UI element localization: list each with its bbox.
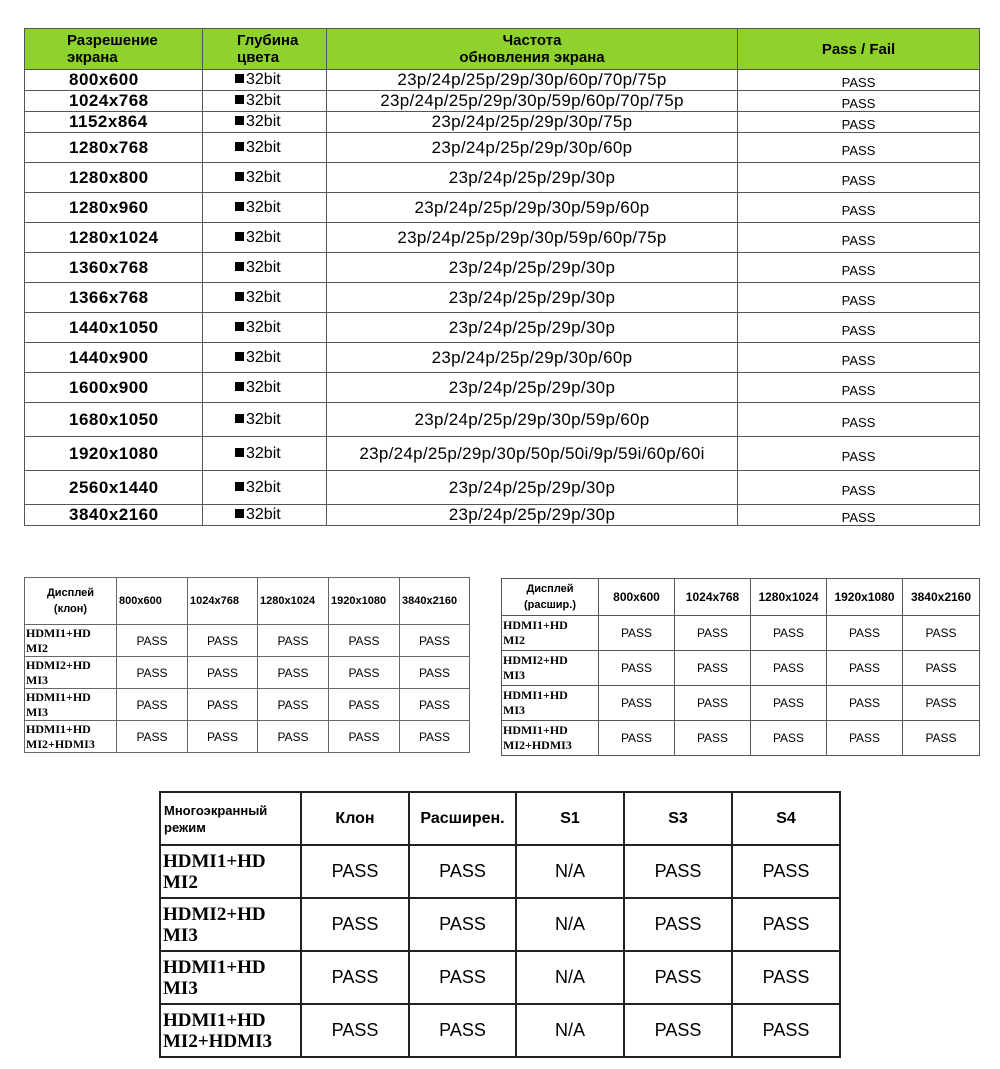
row-label-line: MI2 [163,871,198,893]
column-header: 1280x1024 [751,579,827,616]
color-depth-value: 32bit [246,228,281,246]
pass-fail-result: PASS [738,471,980,505]
multiscreen-table-row [160,951,840,1004]
result-cell: PASS [599,651,675,686]
result-cell: PASS [258,721,329,753]
square-bullet-icon [235,292,244,301]
result-cell: PASS [188,657,258,689]
column-header: S3 [624,792,732,845]
color-depth-cell [203,343,327,373]
color-depth-cell [203,223,327,253]
row-label-line: MI3 [26,672,48,687]
square-bullet-icon [235,232,244,241]
resolution-value: 1440x900 [25,343,203,373]
result-cell: PASS [258,689,329,721]
corner-label-line: Дисплей [46,587,95,599]
row-label-line: HDMI1+HD [163,956,266,978]
color-depth-cell [203,283,327,313]
corner-label-line: Многоэкранный [164,802,268,818]
result-cell: PASS [675,686,751,721]
resolution-row [25,193,980,223]
color-depth-value: 32bit [246,444,281,462]
multiscreen-table-row [160,845,840,898]
row-label [160,951,301,1004]
resolution-value: 1360x768 [25,253,203,283]
row-label-line: MI2+HDMI3 [163,1030,272,1052]
column-header: 3840x2160 [903,579,980,616]
resolution-value: 3840x2160 [25,505,203,526]
result-cell: PASS [258,625,329,657]
resolution-value: 1152x864 [25,112,203,133]
result-cell: PASS [117,689,188,721]
result-cell: PASS [751,616,827,651]
color-depth-value: 32bit [246,478,281,496]
corner-label-line: Дисплей [526,583,574,595]
clone-table-body [25,578,470,753]
extended-table-row [502,651,980,686]
result-cell: PASS [409,951,516,1004]
color-depth-cell [203,253,327,283]
header-refresh [327,29,738,70]
column-header: 3840x2160 [400,578,470,625]
multiscreen-table-row [160,1004,840,1057]
color-depth-value: 32bit [246,348,281,366]
result-cell: PASS [624,951,732,1004]
pass-fail-result: PASS [738,223,980,253]
header-resolution-line1: Разрешение [67,32,158,49]
resolution-row [25,70,980,91]
row-label-line: HDMI1+HD [26,689,91,704]
result-cell: PASS [675,616,751,651]
color-depth-cell [203,133,327,163]
result-cell: PASS [675,651,751,686]
square-bullet-icon [235,142,244,151]
square-bullet-icon [235,262,244,271]
result-cell: PASS [329,689,400,721]
color-depth-cell [203,70,327,91]
color-depth-cell [203,403,327,437]
row-label-line: MI2 [503,633,525,647]
result-cell: PASS [751,721,827,756]
header-refresh-line2: обновления экрана [459,49,605,66]
resolution-value: 1920x1080 [25,437,203,471]
refresh-rates: 23p/24p/25p/29p/30p/75p [327,112,738,133]
resolution-value: 1280x768 [25,133,203,163]
result-cell: PASS [599,721,675,756]
pass-fail-result: PASS [738,283,980,313]
row-label [160,898,301,951]
row-label [25,657,117,689]
column-header: 1920x1080 [827,579,903,616]
result-cell: PASS [624,898,732,951]
resolution-row [25,133,980,163]
color-depth-value: 32bit [246,113,281,130]
resolution-value: 2560x1440 [25,471,203,505]
result-cell: PASS [409,845,516,898]
color-depth-value: 32bit [246,138,281,156]
square-bullet-icon [235,414,244,423]
refresh-rates: 23p/24p/25p/29p/30p [327,253,738,283]
result-cell: PASS [903,616,980,651]
color-depth-cell [203,193,327,223]
result-cell: PASS [117,657,188,689]
color-depth-value: 32bit [246,71,281,88]
result-cell: PASS [903,721,980,756]
row-label-line: HDMI1+HD [503,688,568,702]
extended-table-body [502,579,980,756]
refresh-rates: 23p/24p/25p/29p/30p/59p/60p [327,403,738,437]
pass-fail-result: PASS [738,91,980,112]
result-cell: PASS [675,721,751,756]
resolution-row [25,91,980,112]
square-bullet-icon [235,482,244,491]
row-label [25,689,117,721]
resolution-row [25,437,980,471]
color-depth-value: 32bit [246,506,281,523]
result-cell: PASS [827,651,903,686]
multiscreen-table-corner-label [160,792,301,845]
row-label-line: HDMI1+HD [26,721,91,736]
result-cell: PASS [732,898,840,951]
pass-fail-result: PASS [738,112,980,133]
result-cell: PASS [188,721,258,753]
resolution-value: 800x600 [25,70,203,91]
color-depth-cell [203,437,327,471]
result-cell: PASS [400,689,470,721]
column-header: 1024x768 [675,579,751,616]
multiscreen-table-body [160,792,840,1057]
row-label-line: MI2+HDMI3 [503,738,572,752]
clone-table-corner-label [25,578,117,625]
clone-table-header-row [25,578,470,625]
resolution-row [25,283,980,313]
extended-display-table [501,578,980,756]
column-header: S1 [516,792,624,845]
refresh-rates: 23p/24p/25p/29p/30p [327,471,738,505]
row-label-line: HDMI1+HD [163,1009,266,1031]
square-bullet-icon [235,448,244,457]
result-cell: N/A [516,898,624,951]
resolution-row [25,223,980,253]
pass-fail-result: PASS [738,343,980,373]
extended-table-row [502,721,980,756]
square-bullet-icon [235,322,244,331]
result-cell: PASS [751,686,827,721]
result-cell: PASS [599,616,675,651]
multiscreen-table-header-row [160,792,840,845]
result-cell: PASS [301,951,409,1004]
result-cell: PASS [409,898,516,951]
color-depth-value: 32bit [246,198,281,216]
row-label [25,625,117,657]
resolution-row [25,163,980,193]
resolution-value: 1024x768 [25,91,203,112]
pass-fail-result: PASS [738,253,980,283]
corner-label-line: (клон) [53,603,88,615]
color-depth-value: 32bit [246,92,281,109]
row-label-line: MI3 [163,924,198,946]
result-cell: PASS [188,689,258,721]
column-header: S4 [732,792,840,845]
color-depth-cell [203,91,327,112]
color-depth-cell [203,505,327,526]
row-label [502,651,599,686]
pass-fail-result: PASS [738,403,980,437]
row-label-line: HDMI1+HD [163,850,266,872]
result-cell: PASS [732,845,840,898]
refresh-rates: 23p/24p/25p/29p/30p/50p/50i/9p/59i/60p/60i [327,437,738,471]
pass-fail-result: PASS [738,133,980,163]
clone-display-table [24,577,470,753]
column-header: 1280x1024 [258,578,329,625]
pass-fail-result: PASS [738,193,980,223]
extended-table-row [502,616,980,651]
color-depth-cell [203,373,327,403]
header-refresh-line1: Частота [502,32,562,49]
result-cell: PASS [732,1004,840,1057]
resolution-value: 1366x768 [25,283,203,313]
row-label [160,1004,301,1057]
resolution-table-header [25,29,980,70]
row-label-line: HDMI1+HD [503,723,568,737]
column-header: Расширен. [409,792,516,845]
row-label-line: MI2+HDMI3 [26,736,95,751]
pass-fail-result: PASS [738,505,980,526]
multiscreen-table-row [160,898,840,951]
header-depth [203,29,327,70]
row-label [502,616,599,651]
row-label-line: MI3 [163,977,198,999]
resolution-row [25,112,980,133]
row-label-line: MI3 [503,703,525,717]
square-bullet-icon [235,382,244,391]
resolution-row [25,403,980,437]
resolution-value: 1680x1050 [25,403,203,437]
extended-table-corner-label [502,579,599,616]
result-cell: PASS [117,625,188,657]
result-cell: PASS [827,686,903,721]
square-bullet-icon [235,95,244,104]
row-label-line: HDMI2+HD [163,903,266,925]
color-depth-value: 32bit [246,318,281,336]
column-header: 800x600 [117,578,188,625]
result-cell: PASS [117,721,188,753]
refresh-rates: 23p/24p/25p/29p/30p [327,373,738,403]
color-depth-cell [203,163,327,193]
result-cell: PASS [329,721,400,753]
refresh-rates: 23p/24p/25p/29p/30p/59p/60p/75p [327,223,738,253]
pass-fail-result: PASS [738,313,980,343]
header-passfail: Pass / Fail [738,29,980,70]
extended-table-row [502,686,980,721]
clone-table-row [25,657,470,689]
result-cell: PASS [599,686,675,721]
resolution-table [24,28,980,526]
row-label-line: MI3 [503,668,525,682]
row-label-line: HDMI1+HD [503,618,568,632]
result-cell: PASS [329,657,400,689]
result-cell: PASS [827,616,903,651]
color-depth-cell [203,313,327,343]
color-depth-cell [203,471,327,505]
result-cell: N/A [516,1004,624,1057]
result-cell: PASS [624,845,732,898]
refresh-rates: 23p/24p/25p/29p/30p/59p/60p/70p/75p [327,91,738,112]
corner-label-line: (расшир.) [524,599,576,611]
resolution-row [25,253,980,283]
square-bullet-icon [235,352,244,361]
column-header: 1024x768 [188,578,258,625]
color-depth-value: 32bit [246,258,281,276]
resolution-value: 1440x1050 [25,313,203,343]
clone-table-row [25,625,470,657]
square-bullet-icon [235,74,244,83]
pass-fail-result: PASS [738,437,980,471]
resolution-value: 1600x900 [25,373,203,403]
result-cell: PASS [827,721,903,756]
result-cell: N/A [516,951,624,1004]
color-depth-cell [203,112,327,133]
result-cell: N/A [516,845,624,898]
resolution-value: 1280x1024 [25,223,203,253]
refresh-rates: 23p/24p/25p/29p/30p [327,313,738,343]
header-resolution-line2: экрана [67,49,118,66]
pass-fail-result: PASS [738,70,980,91]
refresh-rates: 23p/24p/25p/29p/30p [327,163,738,193]
pass-fail-result: PASS [738,373,980,403]
header-depth-line2: цвета [237,49,280,66]
result-cell: PASS [301,1004,409,1057]
row-label-line: MI2 [26,640,48,655]
header-resolution [25,29,203,70]
color-depth-value: 32bit [246,378,281,396]
resolution-row [25,343,980,373]
refresh-rates: 23p/24p/25p/29p/30p [327,283,738,313]
refresh-rates: 23p/24p/25p/29p/30p/60p [327,343,738,373]
pass-fail-result: PASS [738,163,980,193]
square-bullet-icon [235,116,244,125]
clone-table-row [25,689,470,721]
result-cell: PASS [903,651,980,686]
corner-label-line: режим [164,819,206,835]
result-cell: PASS [624,1004,732,1057]
result-cell: PASS [301,845,409,898]
row-label-line: HDMI1+HD [26,625,91,640]
square-bullet-icon [235,172,244,181]
row-label [160,845,301,898]
column-header: Клон [301,792,409,845]
color-depth-value: 32bit [246,288,281,306]
resolution-row [25,471,980,505]
extended-table-header-row [502,579,980,616]
row-label [502,686,599,721]
row-label [25,721,117,753]
resolution-row [25,313,980,343]
refresh-rates: 23p/24p/25p/29p/30p/59p/60p [327,193,738,223]
header-depth-line1: Глубина [237,32,299,49]
result-cell: PASS [751,651,827,686]
result-cell: PASS [188,625,258,657]
refresh-rates: 23p/24p/25p/29p/30p [327,505,738,526]
result-cell: PASS [409,1004,516,1057]
refresh-rates: 23p/24p/25p/29p/30p/60p/70p/75p [327,70,738,91]
resolution-row [25,373,980,403]
result-cell: PASS [258,657,329,689]
result-cell: PASS [732,951,840,1004]
result-cell: PASS [903,686,980,721]
resolution-table-body [25,70,980,526]
column-header: 1920x1080 [329,578,400,625]
row-label [502,721,599,756]
resolution-value: 1280x960 [25,193,203,223]
column-header: 800x600 [599,579,675,616]
multiscreen-mode-table [159,791,841,1058]
resolution-row [25,505,980,526]
result-cell: PASS [329,625,400,657]
square-bullet-icon [235,202,244,211]
color-depth-value: 32bit [246,410,281,428]
clone-table-row [25,721,470,753]
refresh-rates: 23p/24p/25p/29p/30p/60p [327,133,738,163]
resolution-value: 1280x800 [25,163,203,193]
result-cell: PASS [301,898,409,951]
result-cell: PASS [400,625,470,657]
row-label-line: HDMI2+HD [26,657,91,672]
result-cell: PASS [400,721,470,753]
row-label-line: HDMI2+HD [503,653,568,667]
color-depth-value: 32bit [246,168,281,186]
result-cell: PASS [400,657,470,689]
square-bullet-icon [235,509,244,518]
row-label-line: MI3 [26,704,48,719]
